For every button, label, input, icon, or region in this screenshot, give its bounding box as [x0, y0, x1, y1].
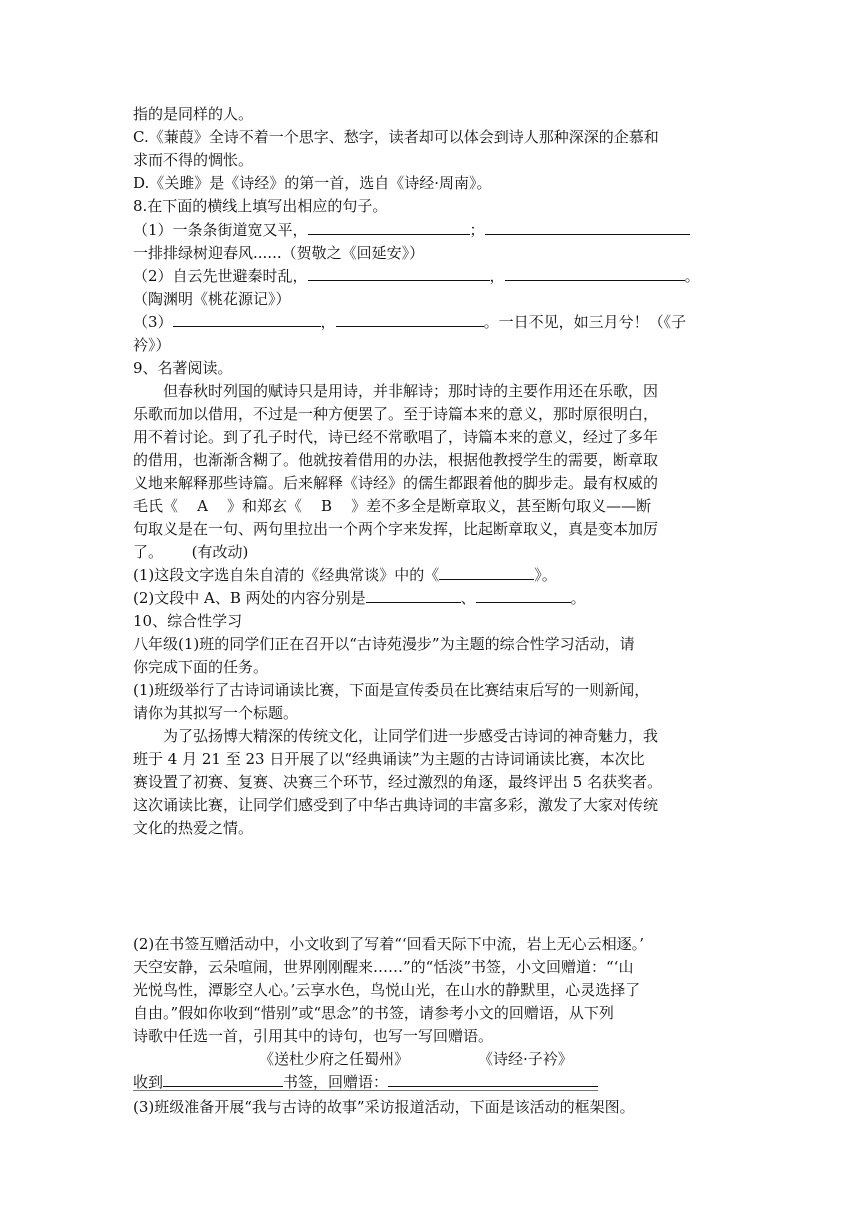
- punct: 》。: [534, 566, 557, 584]
- answer-blank[interactable]: [366, 587, 461, 603]
- punct: 。: [570, 589, 586, 607]
- answer-blank[interactable]: [163, 1071, 283, 1087]
- answer-blank[interactable]: [388, 1071, 598, 1087]
- news-line: 文化的热爱之情。: [133, 819, 254, 837]
- option-d: D.《关雎》是《诗经》的第一首，选自《诗经·周南》。: [133, 174, 492, 192]
- text-line: 你完成下面的任务。: [133, 658, 269, 676]
- prompt-text: 。一日不见，如三月兮！（《子: [483, 313, 687, 331]
- news-line: 为了弘扬博大精深的传统文化，让同学们进一步感受古诗词的神奇魅力，我: [163, 727, 659, 745]
- question-10-2: (2)在书签互赠活动中，小文收到了写着“‘回看天际下中流，岩上无心云相逐。’: [133, 935, 644, 953]
- text-line: 求而不得的惆怅。: [133, 151, 254, 169]
- question-8-3: [133, 311, 733, 333]
- passage-line: 了。 (有改动): [133, 543, 249, 561]
- text-line: 诗歌中任选一首，引用其中的诗句，也写一写回赠语。: [133, 1027, 494, 1045]
- prompt-text: (2)文段中 A、B 两处的内容分别是: [133, 589, 366, 607]
- poem-option-1: 《送杜少府之任蜀州》: [259, 1050, 410, 1068]
- news-line: 班于 4 月 21 至 23 日开展了以“经典诵读”为主题的古诗词诵读比赛，本次比: [133, 750, 645, 768]
- punct: 、: [460, 589, 476, 607]
- answer-blank[interactable]: [439, 564, 534, 580]
- question-8-1: [133, 219, 733, 241]
- answer-blank[interactable]: [476, 587, 571, 603]
- question-10-title: 10、综合性学习: [133, 612, 243, 630]
- text-line: 一排排绿树迎春风......（贺敬之《回延安》）: [133, 244, 425, 262]
- passage-line: 乐歌而加以借用，不过是一种方便罢了。至于诗篇本来的意义，那时原很明白，: [133, 405, 659, 423]
- question-9-2: [133, 587, 733, 609]
- text-line: 请你为其拟写一个标题。: [133, 704, 299, 722]
- text-line: 自由。”假如你收到“惜别”或“思念”的书签，请参考小文的回赠语，从下列: [133, 1004, 614, 1022]
- punct: ，: [320, 313, 336, 331]
- passage-line: 的借用，也渐渐含糊了。他就按着借用的办法，根据他教授学生的需要，断章取: [133, 451, 659, 469]
- passage-line: 但春秋时列国的赋诗只是用诗，并非解诗；那时诗的主要作用还在乐歌，因: [163, 382, 659, 400]
- text-line: 指的是同样的人。: [133, 105, 254, 123]
- text-line: 光悦鸟性，潭影空人心。’云享水色，鸟悦山光，在山水的静默里，心灵选择了: [133, 981, 641, 999]
- news-line: 这次诵读比赛，让同学们感受到了中华古典诗词的丰富多彩，激发了大家对传统: [133, 796, 659, 814]
- question-8-2: [133, 265, 733, 287]
- question-8-title: 8.在下面的横线上填写出相应的句子。: [133, 197, 388, 215]
- prompt-text: （3）: [133, 313, 173, 331]
- text-line: 天空安静，云朵喧闹，世界刚刚醒来……”的“恬淡”书签，小文回赠道：“‘山: [133, 958, 634, 976]
- answer-blank[interactable]: [336, 311, 484, 327]
- answer-blank[interactable]: [485, 219, 690, 235]
- question-9-title: 9、名著阅读。: [133, 359, 233, 377]
- answer-blank[interactable]: [505, 265, 685, 281]
- passage-line: 义地来解释那些诗篇。后来解释《诗经》的儒生都跟着他的脚步走。最有权威的: [133, 474, 659, 492]
- prompt-text: 收到: [133, 1073, 164, 1091]
- question-9-1: [133, 564, 733, 586]
- punct: 。: [684, 267, 700, 285]
- answer-blank[interactable]: [308, 265, 490, 281]
- source-line: （陶渊明《桃花源记》）: [133, 290, 291, 308]
- prompt-text: (1)这段文字选自朱自清的《经典常谈》中的《: [133, 566, 440, 584]
- option-c: C.《蒹葭》全诗不着一个思字、愁字，读者却可以体会到诗人那种深深的企慕和: [133, 128, 659, 146]
- answer-rule[interactable]: [133, 1090, 598, 1091]
- passage-line: 句取义是在一句、两句里拉出一个两个字来发挥，比起断章取义，真是变本加厉: [133, 520, 659, 538]
- text-line: 衿》）: [133, 336, 171, 354]
- passage-line: 用不着讨论。到了孔子时代，诗已经不常歌唱了，诗篇本来的意义，经过了多年: [133, 428, 659, 446]
- question-10-1: (1)班级举行了古诗词诵读比赛，下面是宣传委员在比赛结束后写的一则新闻，: [133, 681, 650, 699]
- punct: ，: [489, 267, 505, 285]
- prompt-text: （2）自云先世避秦时乱，: [133, 267, 308, 285]
- poem-option-2: 《诗经·子衿》: [478, 1050, 573, 1068]
- prompt-text: （1）一条条街道宽又平，: [133, 221, 308, 239]
- answer-blank[interactable]: [173, 311, 321, 327]
- answer-blank[interactable]: [308, 219, 470, 235]
- news-line: 赛设置了初赛、复赛、决赛三个环节，经过激烈的角逐，最终评出 5 名获奖者。: [133, 773, 663, 791]
- punct: ；: [469, 221, 485, 239]
- prompt-text: 书签，回赠语：: [283, 1073, 389, 1091]
- text-line: 八年级(1)班的同学们正在召开以“古诗苑漫步”为主题的综合性学习活动，请: [133, 635, 635, 653]
- question-10-3: (3)班级准备开展“我与古诗的故事”采访报道活动，下面是该活动的框架图。: [133, 1098, 635, 1116]
- passage-line: 毛氏《 A 》和郑玄《 B 》差不多全是断章取义，甚至断句取义——断: [133, 497, 652, 515]
